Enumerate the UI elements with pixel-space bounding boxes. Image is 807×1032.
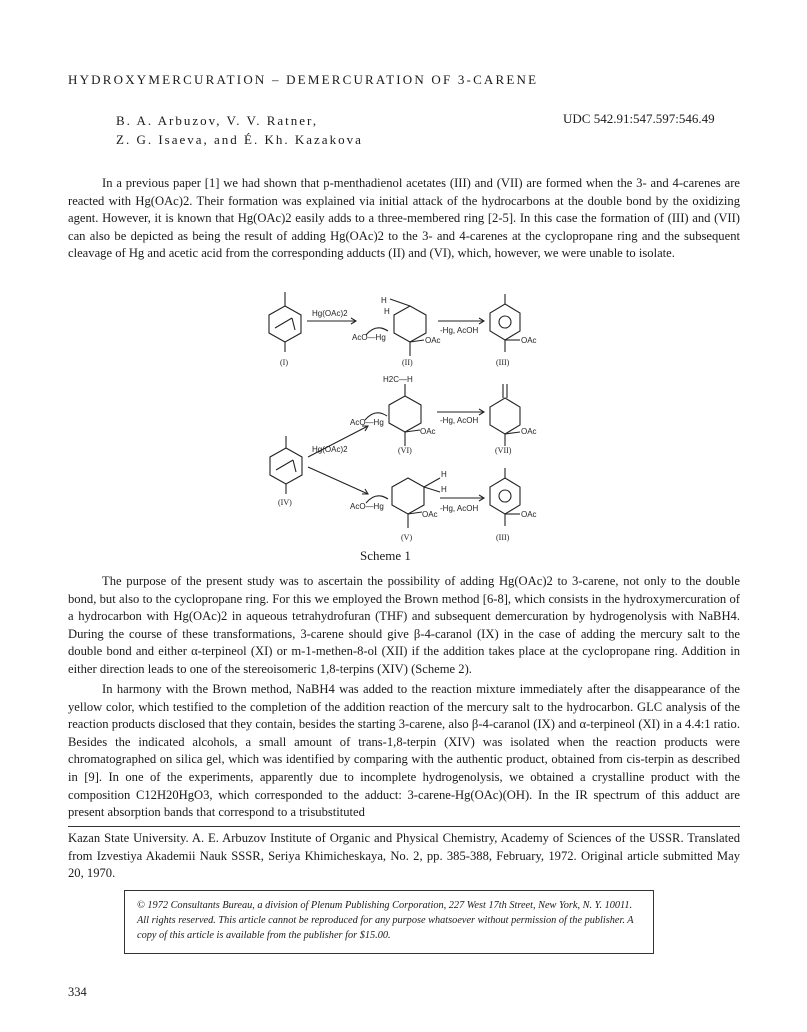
oac-label-1: OAc — [425, 336, 441, 345]
oac-label-5: OAc — [422, 510, 438, 519]
compound-label-III: (III) — [496, 358, 510, 367]
aco-hg-label-3: AcO—Hg — [350, 502, 384, 511]
h-label-2: H — [384, 307, 390, 316]
reagent-label-2: Hg(OAc)2 — [312, 445, 348, 454]
page-number: 334 — [68, 985, 87, 999]
compound-label-IV: (IV) — [278, 498, 292, 507]
compound-label-VI: (VI) — [398, 446, 412, 455]
h-label-4: H — [441, 485, 447, 494]
authors-line-2: Z. G. Isaeva, and É. Kh. Kazakova — [116, 132, 363, 147]
udc-code: UDC 542.91:547.597:546.49 — [563, 111, 715, 126]
paragraph-3 — [68, 681, 740, 822]
copyright-text: © 1972 Consultants Bureau, a division of Plenum Publishing Corporation, 227 West 17th Street, New York, N. Y. 10011. All rights reserved. This article cannot be reproduced for any purpose whatsoever without permission of the publisher. A copy of this article is available from the publisher for $15.00. — [137, 900, 634, 941]
copyright-box — [124, 890, 654, 954]
aco-hg-label-2: AcO—Hg — [350, 418, 384, 427]
article-title: HYDROXYMERCURATION – DEMERCURATION OF 3-CARENE — [68, 72, 539, 87]
paragraph-2-text: The purpose of the present study was to ascertain the possibility of adding Hg(OAc)2 to 3-carene, not only to the double bond, but also to the cyclopropane ring. For this we employed the Brown method [6-8], which consists in the hydroxymercuration of a hydrocarbon with Hg(OAc)2 in aqueous tetrahydrofuran (THF) and subsequent demercuration by hydrogenolysis with NaBH4. During the course of these transformations, 3-carene should give β-4-caranol (IX) in the case of adding the mercury salt to the double bond and either α-terpineol (XI) or m-1-methen-8-ol (XII) if the addition takes place at the cyclopropane ring. Addition in either direction leads to one of the stereoisomeric 1,8-terpins (XIV) (Scheme 2). — [68, 574, 740, 676]
structure-IV — [270, 436, 302, 494]
paragraph-1-text: In a previous paper [1] we had shown that p-menthadienol acetates (III) and (VII) are formed when the 3- and 4-carenes are reacted with Hg(OAc)2. Their formation was explained via initial attack of the hydrocarbons at the double bond by the oxidizing agent. However, it is known that Hg(OAc)2 easily adds to a three-membered ring [2-5]. In this case the formation of (III) and (VII) can also be depicted as being the result of adding Hg(OAc)2 to the 3- and 4-carenes at the cyclopropane ring and the subsequent cleavage of Hg and acetic acid from the corresponding adducts (II) and (VI), which, however, we were unable to isolate. — [68, 176, 740, 261]
affiliation-note: Kazan State University. A. E. Arbuzov Institute of Organic and Physical Chemistry, Academy of Sciences of the USSR. Translated from Izvestiya Akademii Nauk SSSR, Seriya Khimicheskaya, No. 2, pp. 385-388, February, 1972. Original article submitted May 20, 1970. — [68, 831, 740, 881]
structure-VI — [365, 384, 421, 446]
h2c-h-label: H2C—H — [383, 375, 413, 384]
compound-label-VII: (VII) — [495, 446, 512, 455]
structure-II — [366, 299, 426, 356]
structure-VII — [490, 384, 520, 446]
compound-label-I: (I) — [280, 358, 288, 367]
structure-III-b — [490, 468, 520, 526]
elim-label-2: -Hg, AcOH — [440, 416, 479, 425]
oac-label-3: OAc — [420, 427, 436, 436]
footnote-divider — [68, 826, 740, 827]
paragraph-3-text: In harmony with the Brown method, NaBH4 was added to the reaction mixture immediately after the disappearance of the yellow color, which testified to the completion of the addition reaction of the mercury salt to the hydrocarbon. GLC analysis of the reaction products disclosed that they contain, besides the starting 3-carene, also β-4-caranol (IX) and α-terpineol (XI) in a 4.4:1 ratio. Besides the indicated alcohols, a small amount of trans-1,8-terpin (XIV) was isolated when the reaction products were chromatographed on silica gel, which was identified by comparing with the authentic product, obtained from cis-terpin as described in [9]. In one of the experiments, apparently due to incomplete hydrogenolysis, we obtained a crystalline product with the composition C12H20HgO3, which corresponded to the adduct: 3-carene-Hg(OAc)(OH). In the IR spectrum of this adduct are present absorption bands that correspond to a trisubstituted — [68, 682, 740, 820]
oac-label-6: OAc — [521, 510, 537, 519]
oac-label-4: OAc — [521, 427, 537, 436]
structure-III — [490, 294, 520, 352]
scheme-caption: Scheme 1 — [360, 548, 411, 563]
compound-label-II: (II) — [402, 358, 413, 367]
oac-label-2: OAc — [521, 336, 537, 345]
authors-line-1: B. A. Arbuzov, V. V. Ratner, — [116, 113, 319, 128]
paragraph-2 — [68, 573, 740, 679]
h-label-1: H — [381, 296, 387, 305]
elim-label-1: -Hg, AcOH — [440, 326, 479, 335]
h-label-3: H — [441, 470, 447, 479]
reagent-label-1: Hg(OAc)2 — [312, 309, 348, 318]
structure-I — [269, 292, 301, 352]
compound-label-V: (V) — [401, 533, 413, 542]
compound-label-III-b: (III) — [496, 533, 510, 542]
elim-label-3: -Hg, AcOH — [440, 504, 479, 513]
arrow-5 — [308, 467, 368, 494]
aco-hg-label-1: AcO—Hg — [352, 333, 386, 342]
